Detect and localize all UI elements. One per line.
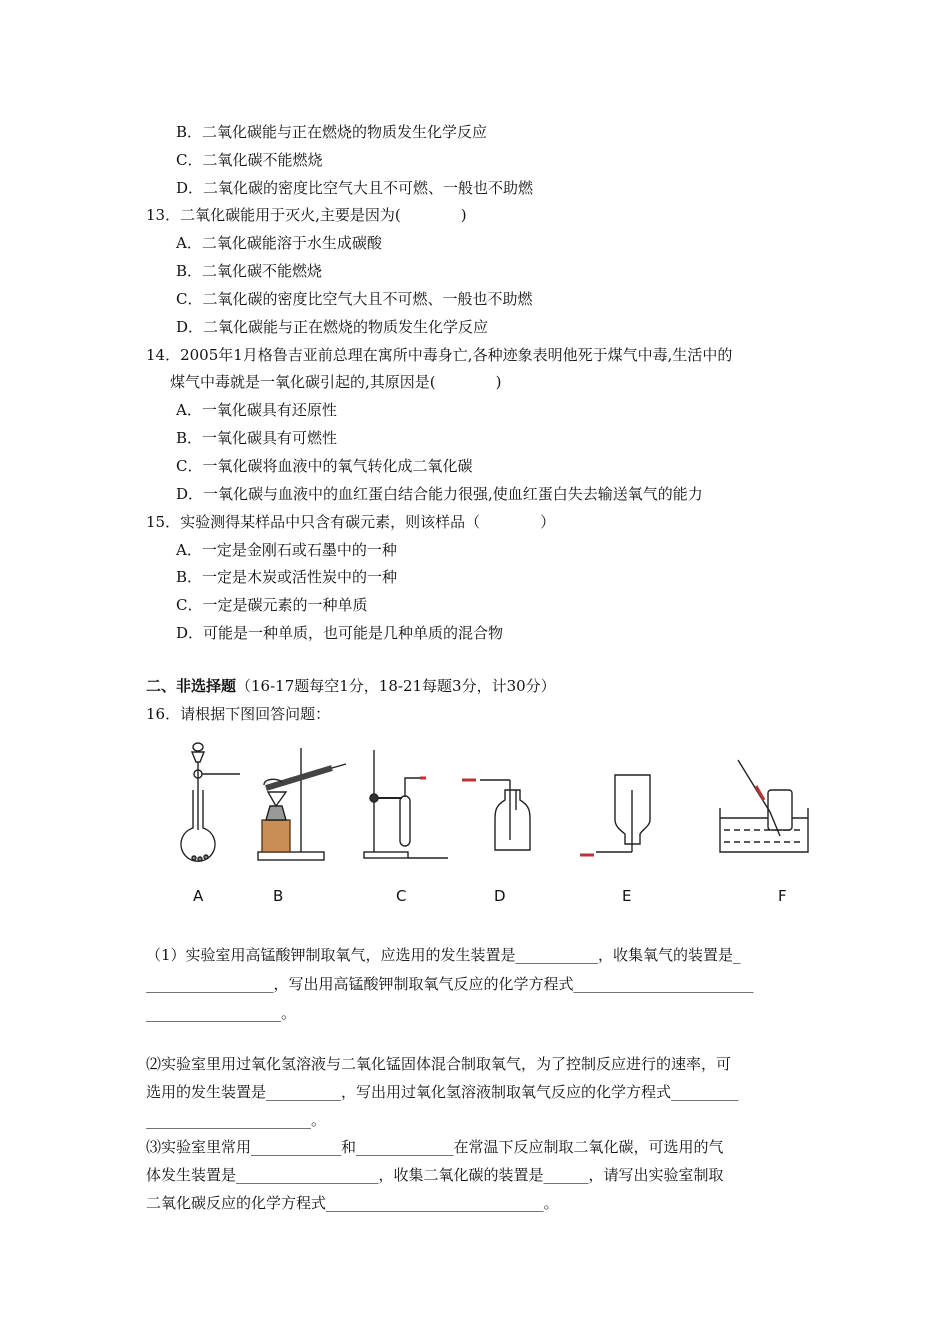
q12-option-b: B．二氧化碳能与正在燃烧的物质发生化学反应 xyxy=(176,123,488,141)
apparatus-b-heating xyxy=(258,748,346,860)
apparatus-e-inverted-bottle xyxy=(580,775,650,855)
apparatus-f-water-trough xyxy=(720,760,808,852)
figure-label-e: E xyxy=(622,887,632,905)
q16-part3-line3: 二氧化碳反应的化学方程式_____________________________。 xyxy=(146,1194,559,1212)
q12-option-d: D．二氧化碳的密度比空气大且不可燃、一般也不助燃 xyxy=(176,179,534,197)
q12-option-c: C．二氧化碳不能燃烧 xyxy=(176,151,323,169)
q15-option-d: D．可能是一种单质，也可能是几种单质的混合物 xyxy=(176,624,504,642)
q16-part3-line2: 体发生装置是___________________，收集二氧化碳的装置是______，请写出实验室制取 xyxy=(146,1166,724,1184)
q13-option-a: A．二氧化碳能溶于水生成碳酸 xyxy=(176,234,382,252)
q16-part1-line1: （1）实验室用高锰酸钾制取氧气，应选用的发生装置是___________，收集氧气的装置是_ xyxy=(146,946,741,964)
q16-part1-line3: __________________。 xyxy=(146,1004,297,1022)
q14-stem-line1: 14．2005年1月格鲁吉亚前总理在寓所中毒身亡,各种迹象表明他死于煤气中毒,生活中的 xyxy=(146,346,733,364)
figure-label-a: A xyxy=(193,887,204,905)
q16-part3-line1: ⑶实验室里常用____________和_____________在常温下反应制取二氧化碳，可选用的气 xyxy=(146,1138,724,1156)
apparatus-c-test-tube xyxy=(364,750,448,858)
q16-stem: 16．请根据下图回答问题： xyxy=(146,705,331,723)
q16-part2-line1: ⑵实验室里用过氧化氢溶液与二氧化锰固体混合制取氧气，为了控制反应进行的速率，可 xyxy=(146,1055,732,1073)
q14-stem-line2: 煤气中毒就是一氧化碳引起的,其原因是( ) xyxy=(170,373,502,391)
apparatus-d-bottle xyxy=(462,780,530,850)
q15-option-b: B．一定是木炭或活性炭中的一种 xyxy=(176,568,398,586)
q13-stem: 13．二氧化碳能用于灭火,主要是因为( ) xyxy=(146,206,467,224)
q16-part1-line2: _________________，写出用高锰酸钾制取氧气反应的化学方程式________________________ xyxy=(146,975,754,993)
q15-option-c: C．一定是碳元素的一种单质 xyxy=(176,596,368,614)
q13-option-b: B．二氧化碳不能燃烧 xyxy=(176,262,323,280)
q14-option-a: A．一氧化碳具有还原性 xyxy=(176,401,337,419)
q16-part2-line2: 选用的发生装置是__________，写出用过氧化氢溶液制取氧气反应的化学方程式_________ xyxy=(146,1083,739,1101)
q15-option-a: A．一定是金刚石或石墨中的一种 xyxy=(176,541,397,559)
section-title: 二、非选择题 xyxy=(146,677,237,695)
q13-option-d: D．二氧化碳能与正在燃烧的物质发生化学反应 xyxy=(176,318,489,336)
q15-stem: 15．实验测得某样品中只含有碳元素，则该样品（ ） xyxy=(146,513,556,531)
figure-label-d: D xyxy=(494,887,506,905)
q16-part2-line3: ______________________。 xyxy=(146,1111,327,1129)
q14-option-d: D．一氧化碳与血液中的血红蛋白结合能力很强,使血红蛋白失去输送氧气的能力 xyxy=(176,485,703,503)
figure-label-c: C xyxy=(396,887,407,905)
section-score-note: （16-17题每空1分，18-21每题3分，计30分） xyxy=(236,677,556,695)
q13-option-c: C．二氧化碳的密度比空气大且不可燃、一般也不助燃 xyxy=(176,290,533,308)
figure-label-b: B xyxy=(273,887,284,905)
figure-label-f: F xyxy=(778,887,787,905)
q14-option-c: C．一氧化碳将血液中的氧气转化成二氧化碳 xyxy=(176,457,473,475)
apparatus-a-flask xyxy=(181,743,240,861)
q14-option-b: B．一氧化碳具有可燃性 xyxy=(176,429,338,447)
